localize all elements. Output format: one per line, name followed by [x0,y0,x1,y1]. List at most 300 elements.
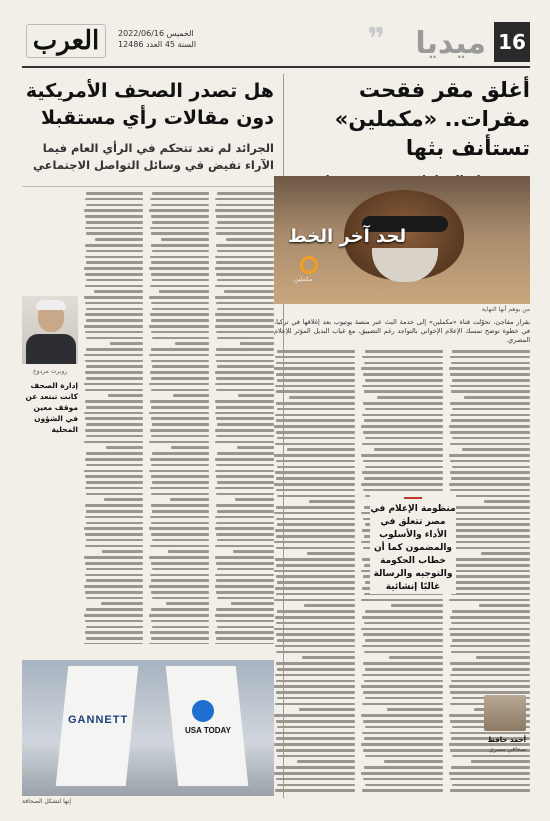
text-line [85,371,144,374]
text-line [299,708,355,711]
text-line [216,360,274,363]
text-line [86,435,144,438]
text-line [216,637,274,640]
text-line [86,319,144,322]
text-line [362,471,443,474]
mogul-hair [36,300,66,310]
photo-overlay-title: لحد آخر الخط [288,226,407,247]
text-line [215,487,274,490]
text-line [451,593,530,596]
text-line [449,570,530,573]
side-rule [22,186,274,187]
text-line [361,425,442,428]
text-line [217,423,274,426]
text-line [275,414,356,417]
text-line [216,244,274,247]
text-line [84,441,143,444]
text-line [450,518,530,521]
text-line [365,350,443,353]
text-lines [149,192,208,644]
text-line [151,475,209,478]
text-line [361,599,442,602]
text-line [95,238,143,241]
text-line [215,585,274,588]
text-line [150,198,209,201]
text-line [152,568,209,571]
text-line [452,610,530,613]
text-line [216,273,274,276]
text-line [86,522,144,525]
text-line [170,498,209,501]
text-line [151,331,209,334]
text-line [274,454,355,457]
text-line [84,614,143,617]
text-line [217,221,274,224]
channel-logo-icon [300,256,318,274]
text-line [151,215,209,218]
text-line [216,261,274,264]
text-line [85,302,143,305]
text-line [362,674,443,677]
text-line [151,261,209,264]
text-line [216,533,274,536]
text-line [362,616,443,619]
text-line [85,504,143,507]
text-line [84,296,143,299]
text-line [275,558,356,561]
text-line [274,628,355,631]
side-deck: الجرائد لم تعد تتحكم في الرأي العام فيما الآراء تفيض في وسائل التواصل الاجتماعي [33,141,274,172]
text-line [149,412,208,415]
text-line [484,500,530,503]
text-line [452,755,530,758]
text-line [217,452,274,455]
text-line [452,581,530,584]
issue-date: الخميس 2022/06/16 [118,29,194,38]
text-line [217,337,274,340]
text-line [479,604,530,607]
text-line [452,437,530,440]
text-line [450,489,530,492]
text-line [216,620,274,623]
text-line [161,238,209,241]
text-line [462,448,530,451]
text-line [237,446,274,449]
mogul-suit [26,334,76,364]
text-line [363,489,443,492]
text-line [231,602,274,605]
text-line [235,498,274,501]
text-line [86,308,143,311]
text-line [85,244,143,247]
text-line [451,651,530,654]
text-line [84,470,143,473]
text-line [215,516,274,519]
text-line [387,708,443,711]
text-line [275,385,356,388]
text-line [149,585,208,588]
text-line [149,643,208,644]
text-line [361,743,442,746]
text-line [449,425,530,428]
text-line [274,425,355,428]
text-line [275,587,356,590]
text-line [276,518,356,521]
text-line [151,417,209,420]
text-line [215,470,274,473]
text-line [215,441,274,444]
body-column [215,192,274,644]
text-line [297,760,356,763]
body-column [149,192,208,644]
text-line [274,570,355,573]
text-line [86,608,144,611]
text-line [215,614,274,617]
text-line [217,250,274,253]
text-line [159,290,209,293]
text-line [86,423,143,426]
text-line [86,204,144,207]
text-line [151,360,209,363]
text-line [452,495,530,498]
text-line [86,464,144,467]
text-line [277,523,355,526]
text-line [85,400,144,403]
text-line [86,597,143,600]
text-line [275,789,356,792]
side-story-head [22,78,274,174]
text-line [216,435,274,438]
text-line [215,209,274,212]
text-line [450,431,530,434]
text-line [276,489,356,492]
gannett-flag [56,666,139,786]
text-line [238,394,274,397]
text-line [217,597,274,600]
text-line [85,313,144,316]
text-line [216,464,274,467]
text-line [150,458,209,461]
text-line [361,685,442,688]
text-line [449,685,530,688]
text-line [152,481,209,484]
text-line [151,637,209,640]
text-line [365,726,443,729]
text-line [274,685,355,688]
text-line [452,784,530,787]
text-line [365,755,443,758]
text-line [275,732,356,735]
text-line [450,558,531,561]
text-line [275,443,356,446]
text-line [449,483,530,486]
text-line [450,402,530,405]
text-line [84,527,143,530]
text-line [471,760,530,763]
text-line [450,674,531,677]
text-line [152,539,209,542]
text-line [215,458,274,461]
text-line [450,385,531,388]
quote-mark-icon: ❞ [367,22,385,57]
text-line [274,541,355,544]
text-line [216,562,274,565]
text-line [302,656,356,659]
text-line [85,331,143,334]
text-line [224,290,274,293]
text-line [365,379,443,382]
text-line [150,429,209,432]
text-line [149,296,208,299]
text-line [365,784,443,787]
text-line [287,448,355,451]
text-line [85,545,144,548]
text-line [86,579,144,582]
text-line [277,437,355,440]
text-line [152,597,209,600]
text-line [152,279,209,282]
text-line [217,481,274,484]
text-line [86,568,143,571]
text-line [452,639,530,642]
text-line [277,408,355,411]
text-line [276,535,355,538]
text-line [450,616,531,619]
text-line [151,244,209,247]
issue-info [118,28,196,50]
text-line [149,614,208,617]
text-line [85,227,144,230]
text-line [152,308,209,311]
side-headline: هل تصدر الصحف الأمريكية دون مقالات رأي مستقبلا [25,80,274,129]
text-line [362,703,443,706]
text-line [364,766,443,769]
text-line [364,737,443,740]
text-lines [274,350,355,795]
text-line [450,471,531,474]
text-line [85,285,144,288]
text-line [84,556,143,559]
text-line [152,221,209,224]
text-line [309,500,355,503]
section-title: ميديا [415,26,486,61]
text-line [85,562,143,565]
text-line [451,622,530,625]
text-line [276,460,356,463]
text-line [304,604,355,607]
text-line [216,522,274,525]
text-line [84,412,143,415]
gannett-photo [22,660,274,796]
text-line [450,414,531,417]
text-line [216,302,274,305]
text-line [451,766,530,769]
text-line [215,354,274,357]
text-line [151,204,209,207]
text-line [449,454,530,457]
text-line [449,541,530,544]
text-line [275,529,356,532]
text-line [450,547,530,550]
text-line [274,772,355,775]
text-line [151,522,209,525]
photo-caption: من يوهم أنها النهاية [481,306,530,313]
text-line [274,743,355,746]
text-line [364,680,443,683]
text-line [276,633,356,636]
text-line [151,562,209,565]
text-line [149,209,208,212]
text-line [173,394,209,397]
text-line [150,371,209,374]
text-line [452,350,530,353]
text-line [364,651,443,654]
mogul-photo [22,296,78,364]
text-line [102,550,143,553]
text-line [363,749,443,752]
text-line [215,400,274,403]
text-line [84,643,143,644]
text-line [216,331,274,334]
text-line [450,778,530,781]
text-line [216,377,274,380]
masthead-logo: العرب [32,26,100,56]
text-line [365,408,443,411]
text-line [85,417,143,420]
page-header [22,22,530,62]
text-line [226,238,274,241]
text-line [449,772,530,775]
text-line [149,527,208,530]
text-line [101,602,144,605]
text-line [450,633,530,636]
text-line [450,575,530,578]
text-line [151,464,209,467]
text-line [86,221,143,224]
text-line [276,419,355,422]
text-line [84,354,143,357]
text-line [151,232,209,235]
text-line [152,250,209,253]
text-line [216,608,274,611]
text-line [149,470,208,473]
text-line [277,784,355,787]
text-line [289,396,355,399]
text-line [361,367,442,370]
text-line [364,362,443,365]
text-line [450,460,530,463]
text-line [274,512,355,515]
usatoday-dot-icon [192,700,214,722]
text-line [362,414,443,417]
text-line [450,443,531,446]
text-line [276,575,356,578]
text-line [362,443,443,446]
text-line [364,622,443,625]
text-line [215,545,274,548]
text-line [215,325,274,328]
text-line [361,772,442,775]
text-line [84,267,143,270]
text-line [85,360,143,363]
text-line [217,192,274,195]
text-line [85,631,144,634]
text-line [240,342,274,345]
text-line [215,429,274,432]
text-line [85,591,143,594]
text-line [85,215,143,218]
text-line [451,564,530,567]
text-line [215,313,274,316]
text-line [168,550,209,553]
text-line [150,256,209,259]
text-line [150,631,209,634]
header-rule [22,66,530,68]
main-intro: بقرار مفاجئ، تحوّلت قناة «مكملين» إلى خدمة البث عبر منصة يوتيوب بعد إغلاقها في تركيا، في خطوة توضح تمسك الإعلام الإخواني بالتواجد رغم التضييق، مع غياب البديل المؤثر للإعلام المصري. [274,318,530,344]
text-line [150,400,209,403]
text-line [217,308,274,311]
text-line [365,437,443,440]
text-line [151,389,209,392]
text-line [277,466,355,469]
author-photo [484,695,526,731]
pull-quote [370,495,456,594]
text-line [151,608,209,611]
text-line [86,261,144,264]
body-column [274,350,355,795]
text-line [150,313,209,316]
text-line [151,620,209,623]
text-line [374,448,442,451]
text-line [277,639,355,642]
text-line [361,628,442,631]
text-line [377,396,443,399]
text-line [276,766,355,769]
pull-quote-rule [404,497,422,499]
text-line [277,755,355,758]
text-line [274,714,355,717]
text-line [384,760,443,763]
text-line [86,626,143,629]
text-line [152,626,209,629]
text-line [85,458,144,461]
text-lines [215,192,274,644]
text-line [276,622,355,625]
text-line [276,662,356,665]
text-line [86,250,143,253]
text-line [365,466,443,469]
text-line [152,452,209,455]
text-line [363,431,443,434]
text-line [217,539,274,542]
text-line [451,506,530,509]
text-line [276,720,356,723]
text-line [217,510,274,513]
text-line [277,581,355,584]
text-line [150,285,209,288]
text-line [274,483,355,486]
text-line [363,691,443,694]
text-line [84,585,143,588]
text-line [451,680,530,683]
text-line [85,516,144,519]
text-line [215,198,274,201]
text-line [276,477,355,480]
text-line [86,232,144,235]
text-line [104,498,143,501]
text-line [363,720,443,723]
text-line [276,778,356,781]
